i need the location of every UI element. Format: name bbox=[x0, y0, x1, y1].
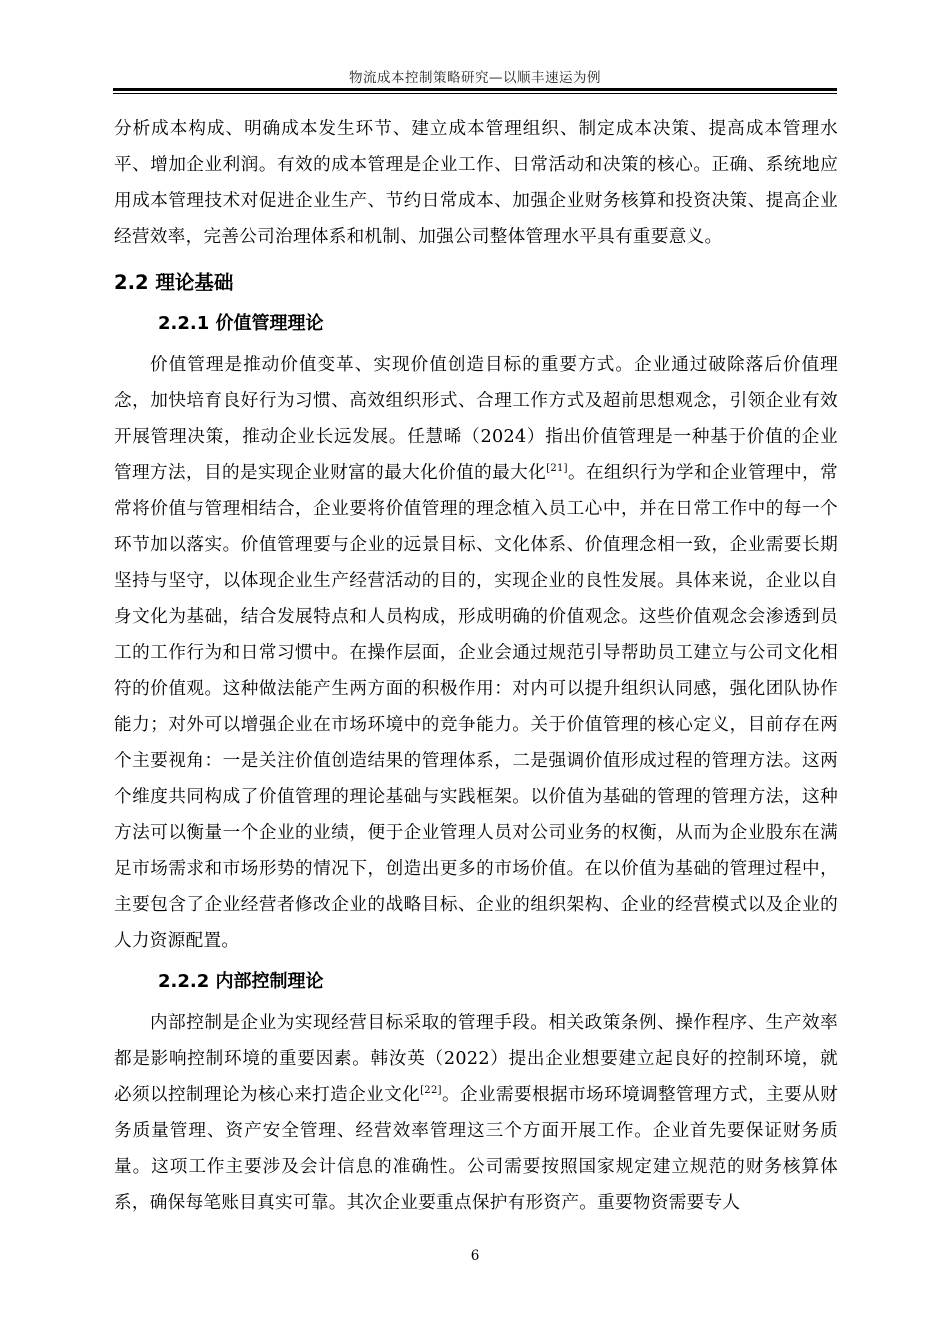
section-heading-2-2-1: 2.2.1 价值管理理论 bbox=[158, 313, 324, 334]
citation-21: [21] bbox=[546, 463, 568, 475]
header-rule-thin bbox=[113, 93, 837, 94]
page-number: 6 bbox=[470, 1248, 480, 1264]
paragraph-text: 。在组织行为学和企业管理中，常常将价值与管理相结合，企业要将价值管理的理念植入员工心中，并在日常工作中的每一个环节加以落实。价值管理要与企业的远景目标、文化体系、价值理念相一致，企业需要长期坚持与坚守，以体现企业生产经营活动的目的，实现企业的良性发展。具体来说，企业以自身文化为基础，结合发展特点和人员构成，形成明确的价值观念。这些价值观念会渗透到员工的工作行为和日常习惯中。在操作层面，企业会通过规范引导帮助员工建立与公司文化相符的价值观。这种做法能产生两方面的积极作用：对内可以提升组织认同感，强化团队协作能力；对外可以增强企业在市场环境中的竞争能力。关于价值管理的核心定义，目前存在两个主要视角：一是关注价值创造结果的管理体系，二是强调价值形成过程的管理方法。这两个维度共同构成了价值管理的理论基础与实践框架。以价值为基础的管理的管理方法，这种方法可以衡量一个企业的业绩，便于企业管理人员对公司业务的权衡，从而为企业股东在满足市场需求和市场形势的情况下，创造出更多的市场价值。在以价值为基础的管理过程中，主要包含了企业经营者修改企业的战略目标、企业的组织架构、企业的经营模式以及企业的人力资源配置。 bbox=[114, 463, 838, 951]
page-body bbox=[114, 111, 838, 1221]
internal-control-paragraph bbox=[114, 1005, 838, 1221]
paragraph-text: 价值管理是推动价值变革、实现价值创造目标的重要方式。企业通过破除落后价值理念，加快培育良好行为习惯、高效组织形式、合理工作方式及超前思想观念，引领企业有效开展管理决策，推动企业长远发展。任慧晞（2024）指出价值管理是一种基于价值的企业管理方法，目的是实现企业财富的最大化价值的最大化 bbox=[114, 355, 838, 483]
paragraph-text: 内部控制是企业为实现经营目标采取的管理手段。相关政策条例、操作程序、生产效率都是影响控制环境的重要因素。韩汝英（2022）提出企业想要建立起良好的控制环境，就必须以控制理论为核心来打造企业文化 bbox=[114, 1013, 838, 1105]
value-management-paragraph bbox=[114, 347, 838, 959]
citation-22: [22] bbox=[420, 1085, 442, 1097]
header-rule-thick bbox=[113, 88, 837, 91]
section-heading-2-2-2: 2.2.2 内部控制理论 bbox=[158, 971, 324, 992]
section-heading-2-2: 2.2 理论基础 bbox=[114, 271, 234, 294]
intro-paragraph: 分析成本构成、明确成本发生环节、建立成本管理组织、制定成本决策、提高成本管理水平、增加企业利润。有效的成本管理是企业工作、日常活动和决策的核心。正确、系统地应用成本管理技术对促进企业生产、节约日常成本、加强企业财务核算和投资决策、提高企业经营效率，完善公司治理体系和机制、加强公司整体管理水平具有重要意义。 bbox=[114, 119, 838, 247]
paragraph-text: 。企业需要根据市场环境调整管理方式，主要从财务质量管理、资产安全管理、经营效率管理这三个方面开展工作。企业首先要保证财务质量。这项工作主要涉及会计信息的准确性。公司需要按照国家规定建立规范的财务核算体系，确保每笔账目真实可靠。其次企业要重点保护有形资产。重要物资需要专人 bbox=[114, 1085, 838, 1213]
running-header: 物流成本控制策略研究—以顺丰速运为例 bbox=[349, 70, 601, 86]
